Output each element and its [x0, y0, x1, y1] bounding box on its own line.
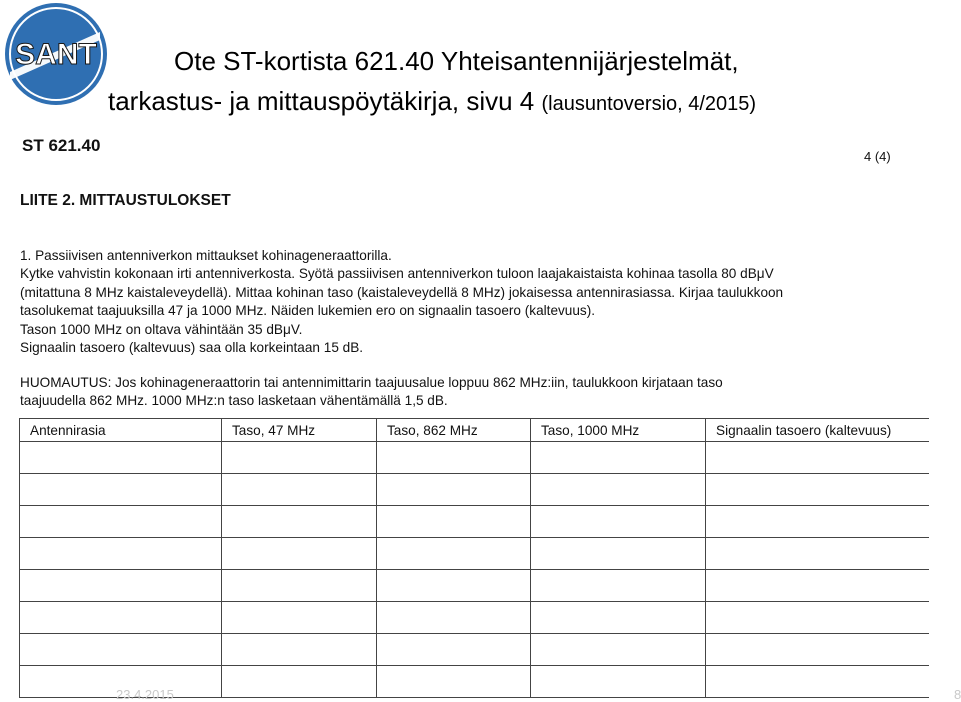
table-cell	[222, 570, 377, 602]
table-row	[20, 474, 929, 506]
table-cell	[377, 634, 531, 666]
paragraph-line: (mitattuna 8 MHz kaistaleveydellä). Mittaa kohinan taso (kaistaleveydellä 8 MHz) jokaisessa antennirasiassa. Kirjaa taulukkoon	[20, 284, 784, 300]
paragraph-line: 1. Passiivisen antenniverkon mittaukset kohinageneraattorilla.	[20, 248, 392, 263]
table-row	[20, 602, 929, 634]
table-row	[20, 634, 929, 666]
page-title-line1: Ote ST-kortista 621.40 Yhteisantennijärjestelmät,	[174, 46, 739, 76]
table-cell	[222, 634, 377, 666]
table-cell	[706, 474, 929, 506]
table-cell	[222, 442, 377, 474]
page-title-main: tarkastus- ja mittauspöytäkirja, sivu 4	[108, 86, 535, 116]
paragraph-line: Tason 1000 MHz on oltava vähintään 35 dBμV.	[20, 321, 303, 337]
table-cell	[377, 442, 531, 474]
table-row	[20, 570, 929, 602]
table-cell	[531, 602, 706, 634]
table-cell	[377, 474, 531, 506]
table-cell	[377, 602, 531, 634]
instruction-paragraph	[20, 247, 930, 357]
table-cell	[706, 538, 929, 570]
table-cell	[20, 602, 222, 634]
table-cell	[377, 570, 531, 602]
column-header-antennirasia: Antennirasia	[20, 419, 222, 442]
document-code: ST 621.40	[22, 136, 101, 155]
table-cell	[531, 474, 706, 506]
table-cell	[222, 506, 377, 538]
sant-logo	[0, 0, 112, 108]
column-header-taso-47: Taso, 47 MHz	[222, 419, 377, 442]
paragraph-line: tasolukemat taajuuksilla 47 ja 1000 MHz. Näiden lukemien ero on signaalin tasoero (kaltevuus).	[20, 303, 596, 319]
table-header-row	[20, 419, 929, 442]
column-header-taso-1000: Taso, 1000 MHz	[531, 419, 706, 442]
table-cell	[706, 506, 929, 538]
table-cell	[531, 634, 706, 666]
table-cell	[531, 538, 706, 570]
footer-page-number: 8	[954, 687, 961, 702]
table-cell	[20, 442, 222, 474]
table-cell	[531, 666, 706, 698]
table-cell	[222, 666, 377, 698]
note-line: taajuudella 862 MHz. 1000 MHz:n taso lasketaan vähentämällä 1,5 dB.	[20, 393, 448, 409]
table-cell	[531, 506, 706, 538]
column-header-tasoero: Signaalin tasoero (kaltevuus)	[706, 419, 929, 442]
table-cell	[531, 570, 706, 602]
table-cell	[20, 634, 222, 666]
paragraph-line: Kytke vahvistin kokonaan irti antenniverkosta. Syötä passiivisen antenniverkon tuloon laajakaistaista kohinaa tasolla 80 dBμV	[20, 266, 774, 282]
table-row	[20, 442, 929, 474]
table-row	[20, 506, 929, 538]
table-cell	[706, 442, 929, 474]
note-line: HUOMAUTUS: Jos kohinageneraattorin tai antennimittarin taajuusalue loppuu 862 MHz:iin, taulukkoon kirjataan taso	[20, 375, 723, 390]
table-cell	[377, 538, 531, 570]
table-cell	[222, 602, 377, 634]
table-row	[20, 538, 929, 570]
note-paragraph	[20, 374, 930, 411]
table-body	[20, 442, 929, 698]
page-title-version: (lausuntoversio, 4/2015)	[541, 93, 757, 115]
footer-date: 23.4.2015	[116, 687, 174, 702]
table-cell	[222, 538, 377, 570]
annex-title: LIITE 2. MITTAUSTULOKSET	[20, 192, 231, 209]
table-cell	[531, 442, 706, 474]
measurement-table	[19, 418, 929, 698]
column-header-taso-862: Taso, 862 MHz	[377, 419, 531, 442]
table-cell	[377, 666, 531, 698]
page-title-line2	[108, 86, 756, 117]
table-cell	[20, 506, 222, 538]
logo-text: SANT	[15, 38, 97, 71]
table-cell	[706, 602, 929, 634]
table-cell	[706, 570, 929, 602]
paragraph-line: Signaalin tasoero (kaltevuus) saa olla korkeintaan 15 dB.	[20, 340, 364, 356]
table-cell	[20, 474, 222, 506]
table-cell	[706, 634, 929, 666]
document-page-number: 4 (4)	[864, 149, 891, 164]
table-cell	[377, 506, 531, 538]
table-cell	[222, 474, 377, 506]
table-cell	[706, 666, 929, 698]
table-cell	[20, 570, 222, 602]
table-cell	[20, 538, 222, 570]
